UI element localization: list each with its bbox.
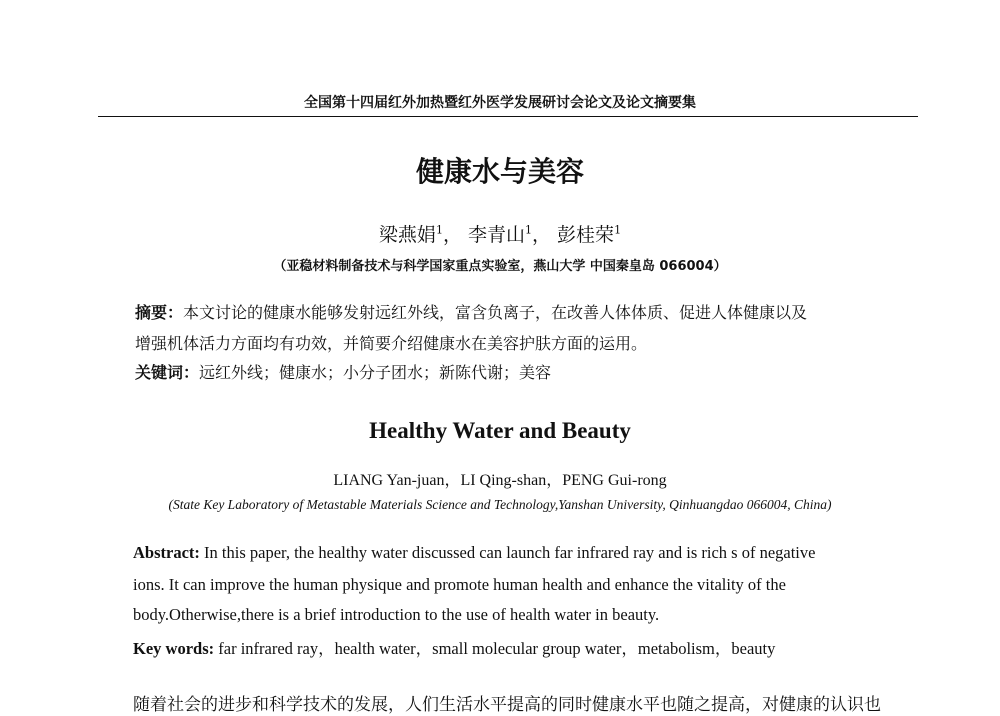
keywords-text: far infrared ray，health water，small molecular group water，metabolism，beauty	[214, 639, 776, 658]
author-name: 彭桂荣	[557, 224, 615, 246]
author-name: 李青山	[467, 224, 525, 246]
running-header: 全国第十四届红外加热暨红外医学发展研讨会论文及论文摘要集	[304, 95, 696, 111]
keywords-text: 远红外线；健康水；小分子团水；新陈代谢；美容	[199, 363, 552, 382]
chinese-affiliation: （亚稳材料制备技术与科学国家重点实验室，燕山大学 中国秦皇岛 066004）	[273, 259, 727, 274]
keywords-label: 关键词：	[135, 363, 200, 382]
english-abstract-line	[133, 543, 815, 563]
affiliation-mark: 1	[435, 223, 443, 237]
english-keywords	[133, 635, 775, 659]
chinese-abstract-line: 增强机体活力方面均有功效，并简要介绍健康水在美容护肤方面的运用。	[135, 334, 648, 353]
english-affiliation: (State Key Laboratory of Metastable Materials Science and Technology,Yanshan University, Qinhuangdao 066004, China)	[168, 497, 832, 512]
abstract-label: Abstract:	[133, 543, 200, 562]
keywords-label: Key words:	[133, 639, 215, 658]
chinese-keywords	[135, 360, 551, 383]
abstract-text: In this paper, the healthy water discussed can launch far infrared ray and is rich s of negative	[199, 543, 816, 562]
affiliation-mark: 1	[525, 223, 532, 237]
affiliation-mark: 1	[614, 223, 622, 237]
english-title: Healthy Water and Beauty	[369, 418, 631, 443]
abstract-text: 本文讨论的健康水能够发射远红外线，富含负离子，在改善人体体质、促进人体健康以及	[183, 303, 808, 322]
chinese-abstract-line	[135, 300, 807, 323]
author-name: 梁燕娟	[378, 224, 436, 246]
english-authors: LIANG Yan-juan，LI Qing-shan，PENG Gui-rong	[333, 472, 667, 489]
header-rule	[98, 116, 918, 117]
chinese-authors: 梁燕娟$^1$， 李青山$^1$， 彭桂荣$^1$	[378, 223, 622, 246]
body-text-line: 随着社会的进步和科学技术的发展，人们生活水平提高的同时健康水平也随之提高，对健康的认识也	[133, 695, 881, 715]
chinese-title: 健康水与美容	[415, 155, 584, 188]
abstract-label: 摘要：	[135, 303, 184, 322]
english-abstract-line: body.Otherwise,there is a brief introduction to the use of health water in beauty.	[133, 605, 660, 624]
english-abstract-line: ions. It can improve the human physique and promote human health and enhance the vitality of the	[133, 575, 786, 594]
